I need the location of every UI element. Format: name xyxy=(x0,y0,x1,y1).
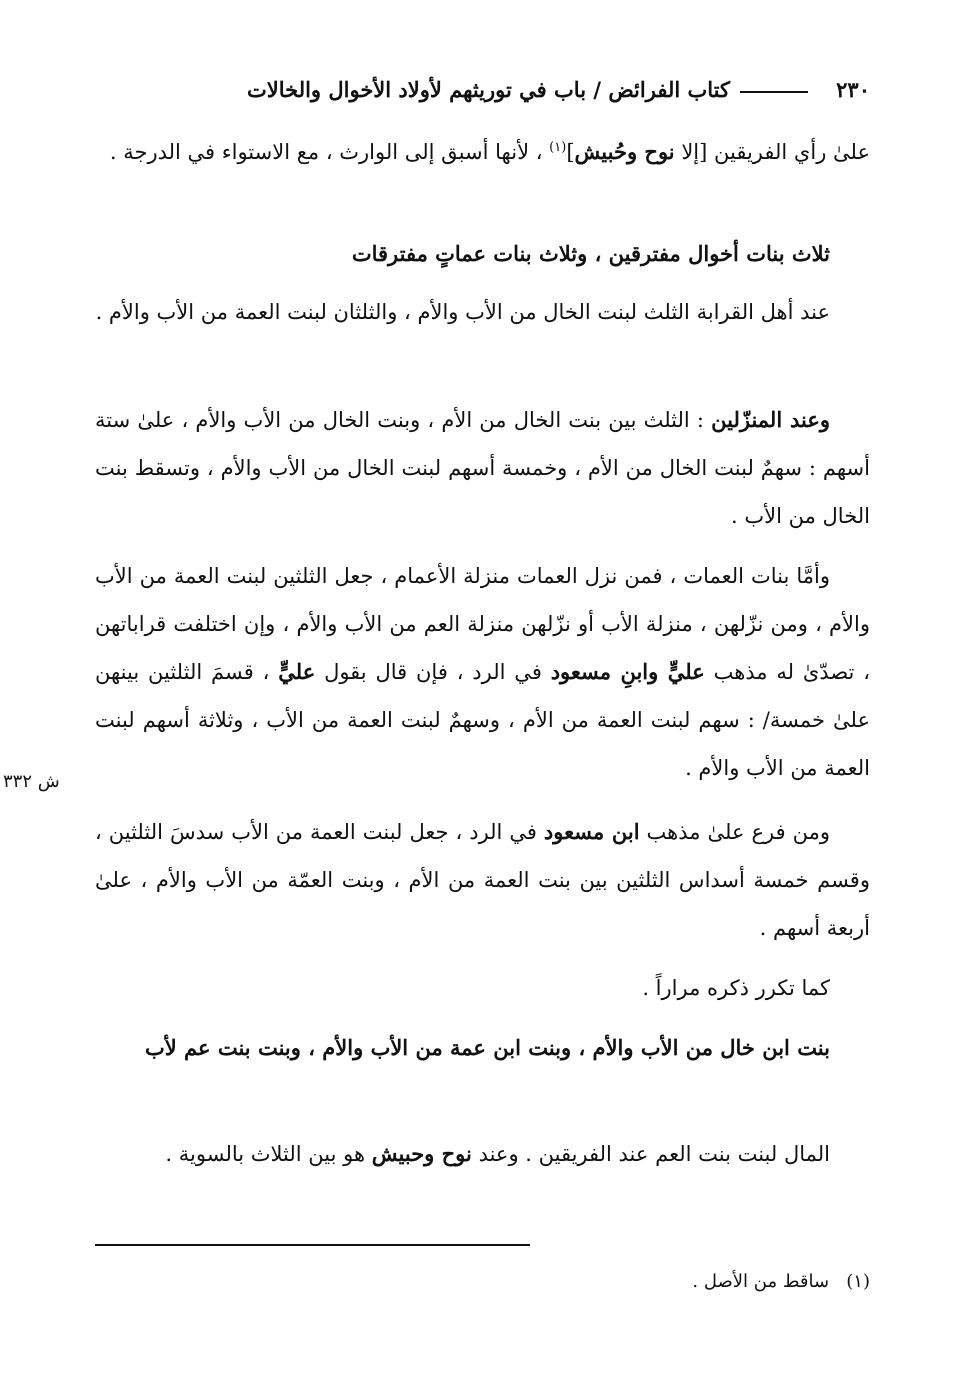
paragraph-3: وعند المنزّلين : الثلث بين بنت الخال من الأم ، وبنت الخال من الأب والأم ، علىٰ ستة أسهم : سهمٌ لبنت الخال من الأم ، وخمسة أسهم لبنت الخال من الأب والأم ، وتسقط بنت الخال من الأب . xyxy=(95,407,870,528)
section-heading-1: ثلاث بنات أخوال مفترقين ، وثلاث بنات عماتٍ مفترقات xyxy=(351,241,830,266)
footnote-number: (١) xyxy=(846,1271,870,1292)
paragraph-2: عند أهل القرابة الثلث لبنت الخال من الأب والأم ، والثلثان لبنت العمة من الأب والأم . xyxy=(95,300,830,324)
book-page xyxy=(3,68,870,1368)
paragraph-4: وأمَّا بنات العمات ، فمن نزل العمات منزلة الأعمام ، جعل الثلثين لبنت العمة من الأب والأم ، ومن نزّلهن ، منزلة الأب أو نزّلهن منزلة العم من الأب والأم ، وإن اختلفت قراباتهن ، تصدّىٰ له مذهب عليٍّ وابنِ مسعود في الرد ، فإن قال بقول عليٍّ ، قسمَ الثلثين بينهن علىٰ خمسة/ : سهم لبنت العمة من الأم ، وسهمٌ لبنت العمة من الأب ، وثلاثة أسهم لبنت العمة من الأب والأم . xyxy=(95,564,870,780)
running-title: كتاب الفرائض / باب في توريثهم لأولاد الأخوال والخالات xyxy=(247,77,730,102)
header-rule xyxy=(740,91,808,93)
paragraph-5: ومن فرع علىٰ مذهب ابن مسعود في الرد ، جعل لبنت العمة من الأب سدسَ الثلثين ، وقسم خمسة أسداس الثلثين بين بنت العمة من الأم ، وبنت العمّة من الأب والأم ، علىٰ أربعة أسهم . xyxy=(95,819,870,940)
footnote-separator xyxy=(95,1244,530,1246)
footnote-text: ساقط من الأصل . xyxy=(692,1271,830,1292)
paragraph-7: المال لبنت بنت العم عند الفريقين . وعند نوح وحبيش هو بين الثلاث بالسوية . xyxy=(165,1141,830,1166)
margin-page-reference: ش ٣٣٢ xyxy=(3,771,60,792)
paragraph-6: كما تكرر ذكره مراراً . xyxy=(642,976,830,1000)
page-header xyxy=(95,68,870,112)
page-number: ٢٣٠ xyxy=(836,77,870,102)
footnote xyxy=(692,1266,870,1298)
paragraph-1: علىٰ رأي الفريقين [إلا نوح وحُبيش]$^{(١)}$ ، لأنها أسبق إلى الوارث ، مع الاستواء في الدرجة . xyxy=(109,139,870,164)
footnote-ref: (١) xyxy=(549,140,567,155)
section-heading-2: بنت ابن خال من الأب والأم ، وبنت ابن عمة من الأب والأم ، وبنت بنت عم لأب xyxy=(144,1035,830,1060)
